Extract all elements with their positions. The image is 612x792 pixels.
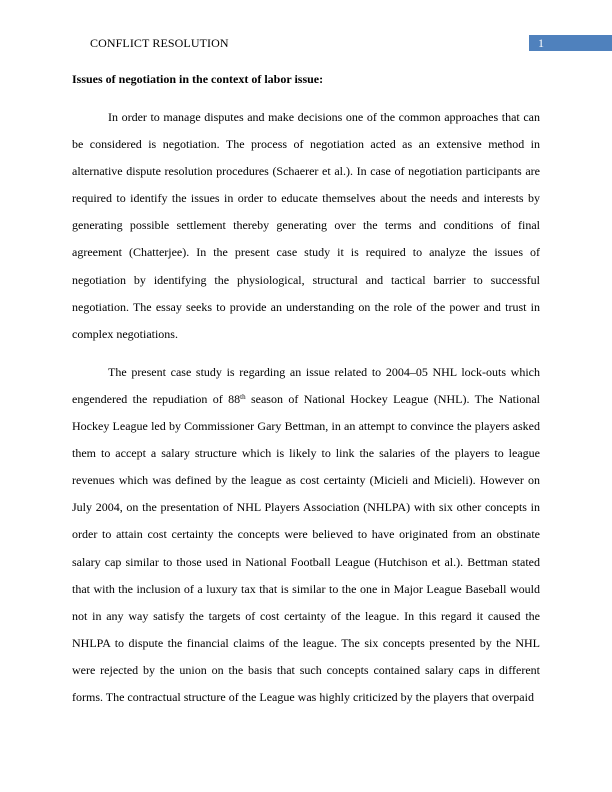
paragraph-1: In order to manage disputes and make decisions one of the common approaches that can be considered is negotiation. The process of negotiation acted as an extensive method in alternative dispute resolution procedures (Schaerer et al.). In case of negotiation participants are required to identify the issues in order to educate themselves about the needs and interests by generating possible settlement thereby generating over the terms and conditions of final agreement (Chatterjee). In the present case study it is required to analyze the issues of negotiation by identifying the physiological, structural and tactical barrier to successful negotiation. The essay seeks to provide an understanding on the role of the power and trust in complex negotiations. xyxy=(72,110,540,341)
running-header-title: CONFLICT RESOLUTION xyxy=(90,36,229,50)
page-number: 1 xyxy=(538,36,544,50)
paragraph-2-text-b: season of National Hockey League (NHL). The National Hockey League led by Commissioner Gary Bettman, in an attempt to convince the players asked them to accept a salary structure which is likely to link the salaries of the players to league revenues which was defined by the league as cost certainty (Micieli and Micieli). However on July 2004, on the presentation of NHL Players Association (NHLPA) with six other concepts in order to attain cost certainty the concepts were believed to have originated from an obstinate salary cap similar to those used in National Football League (Hutchison et al.). Bettman stated that with the inclusion of a luxury tax that is similar to the one in Major League Baseball would not in any way satisfy the targets of cost certainty of the league. In this regard it caused the NHLPA to dispute the financial claims of the league. The six concepts presented by the NHL were rejected by the union on the basis that such concepts contained salary caps in different forms. The contractual structure of the League was highly criticized by the players that overpaid xyxy=(72,391,540,704)
ordinal-superscript: th xyxy=(240,392,246,401)
page-number-badge xyxy=(529,35,612,51)
document-body xyxy=(72,104,540,711)
paragraph-2-text-a: The present case study is regarding an issue related to 2004–05 NHL lock-outs which engendered the repudiation of 88 xyxy=(72,364,540,406)
section-heading: Issues of negotiation in the context of labor issue: xyxy=(72,72,324,86)
paragraph-2 xyxy=(72,359,540,711)
